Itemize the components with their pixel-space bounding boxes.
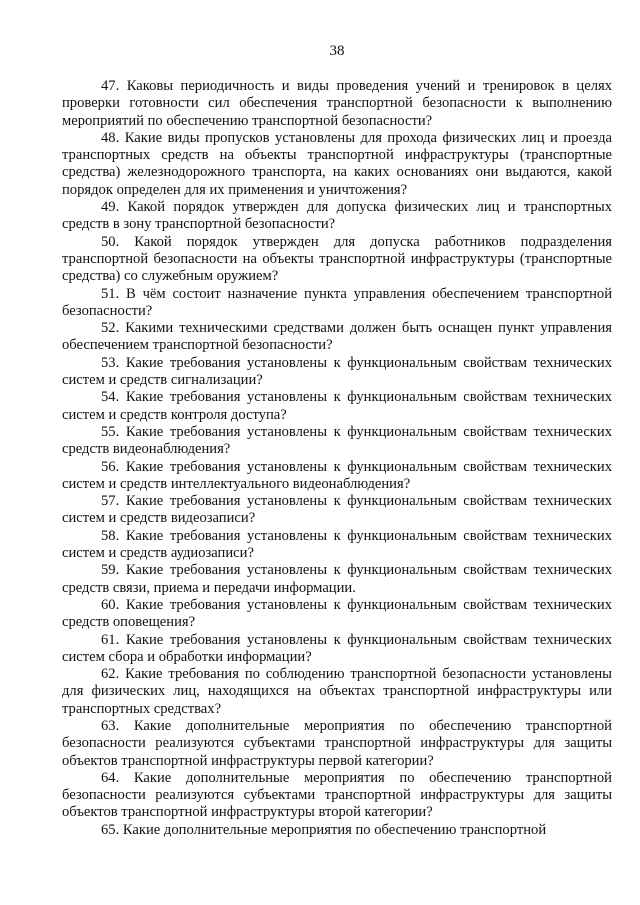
question-item: 47. Каковы периодичность и виды проведения учений и тренировок в целях проверки готовности сил обеспечения транспортной безопасности к выполнению мероприятий по обеспечению транспортной безопасности?: [62, 78, 612, 129]
question-item: 63. Какие дополнительные мероприятия по обеспечению транспортной безопасности реализуются субъектами транспортной инфраструктуры для защиты объектов транспортной инфраструктуры первой категории?: [62, 717, 612, 769]
question-item: 59. Какие требования установлены к функциональным свойствам технических средств связи, приема и передачи информации.: [62, 562, 612, 596]
question-item: 48. Какие виды пропусков установлены для прохода физических лиц и проезда транспортных средств на объекты транспортной инфраструктуры (транспортные средства) железнодорожного транспорта, на каких основаниях они выдаются, какой порядок определен для их применения и уничтожения?: [62, 129, 612, 198]
question-item: 57. Какие требования установлены к функциональным свойствам технических систем и средств видеозаписи?: [62, 493, 612, 527]
question-item: 53. Какие требования установлены к функциональным свойствам технических систем и средств сигнализации?: [62, 354, 612, 389]
question-list: [62, 78, 612, 839]
question-item: 58. Какие требования установлены к функциональным свойствам технических систем и средств аудиозаписи?: [62, 527, 612, 562]
question-item: 61. Какие требования установлены к функциональным свойствам технических систем сбора и обработки информации?: [62, 631, 612, 665]
question-item: 54. Какие требования установлены к функциональным свойствам технических систем и средств контроля доступа?: [62, 389, 612, 423]
page-number: 38: [329, 43, 345, 59]
question-item: 65. Какие дополнительные мероприятия по обеспечению транспортной: [101, 821, 547, 838]
question-item: 51. В чём состоит назначение пункта управления обеспечением транспортной безопасности?: [62, 285, 612, 319]
question-item: 55. Какие требования установлены к функциональным свойствам технических средств видеонаблюдения?: [62, 423, 612, 458]
question-item: 62. Какие требования по соблюдению транспортной безопасности установлены для физических лиц, находящихся на объектах транспортной инфраструктуры или транспортных средствах?: [62, 666, 612, 717]
question-item: 49. Какой порядок утвержден для допуска физических лиц и транспортных средств в зону транспортной безопасности?: [62, 199, 612, 233]
question-item: 50. Какой порядок утвержден для допуска работников подразделения транспортной безопасности на объекты транспортной инфраструктуры (транспортные средства) со служебным оружием?: [62, 233, 612, 285]
question-item: 60. Какие требования установлены к функциональным свойствам технических средств оповещения?: [62, 596, 612, 631]
question-item: 64. Какие дополнительные мероприятия по обеспечению транспортной безопасности реализуются субъектами транспортной инфраструктуры для защиты объектов транспортной инфраструктуры второй категории?: [62, 769, 612, 821]
question-item: 52. Какими техническими средствами должен быть оснащен пункт управления обеспечением транспортной безопасности?: [62, 320, 612, 354]
question-item: 56. Какие требования установлены к функциональным свойствам технических систем и средств интеллектуального видеонаблюдения?: [62, 458, 612, 492]
